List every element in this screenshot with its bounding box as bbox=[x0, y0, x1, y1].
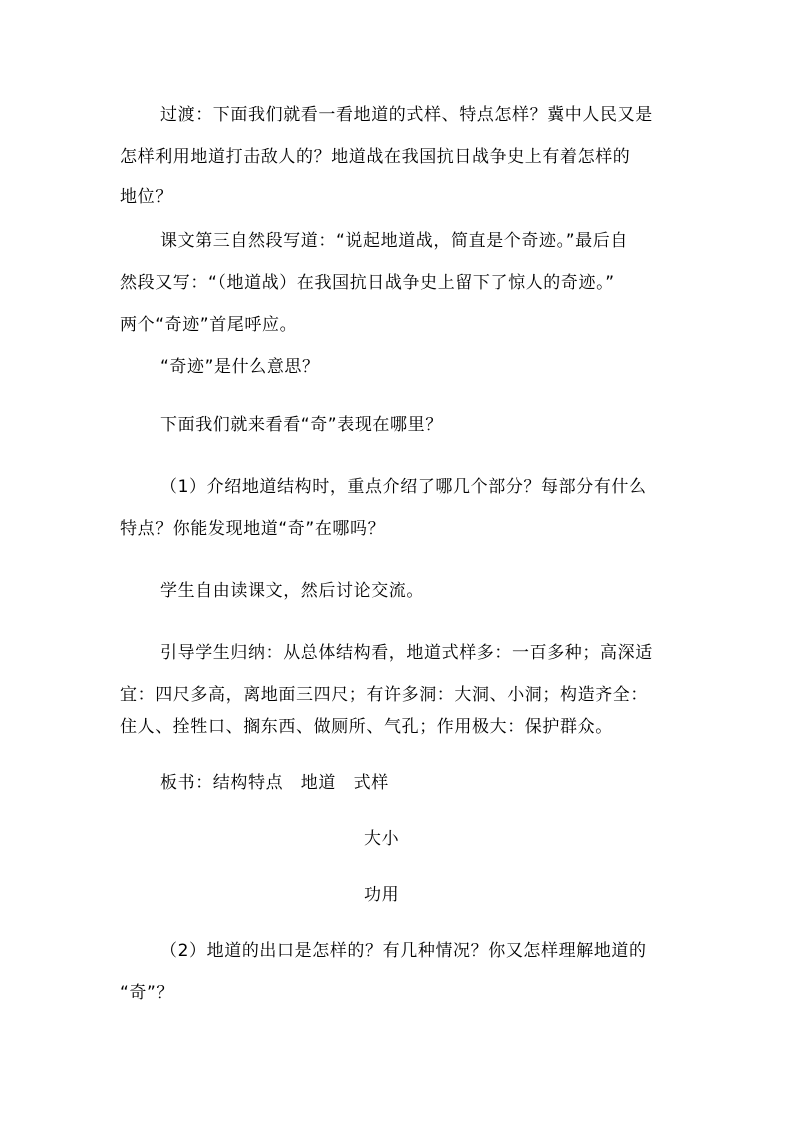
paragraph-line: 特点？你能发现地道“奇”在哪吗？ bbox=[120, 519, 386, 539]
paragraph-line: 两个“奇迹”首尾呼应。 bbox=[120, 315, 298, 335]
paragraph-line: “奇”？ bbox=[120, 983, 175, 1003]
paragraph-line: 引导学生归纳：从总体结构看，地道式样多：一百多种；高深适 bbox=[160, 643, 653, 663]
paragraph-line: 宜：四尺多高，离地面三四尺；有许多洞：大洞、小洞；构造齐全： bbox=[120, 685, 648, 705]
paragraph-line: 过渡：下面我们就看一看地道的式样、特点怎样？冀中人民又是 bbox=[160, 105, 653, 125]
blackboard-line: 功用 bbox=[364, 885, 400, 905]
paragraph-line: 怎样利用地道打击敌人的？地道战在我国抗日战争史上有着怎样的 bbox=[120, 147, 631, 167]
paragraph-line: （2）地道的出口是怎样的？有几种情况？你又怎样理解地道的 bbox=[160, 941, 647, 961]
paragraph-line: 课文第三自然段写道：“说起地道战，简直是个奇迹。”最后自 bbox=[160, 231, 628, 251]
blackboard-line: 大小 bbox=[364, 829, 400, 849]
paragraph-line: 然段又写：“（地道战）在我国抗日战争史上留下了惊人的奇迹。” bbox=[120, 273, 615, 293]
paragraph-line: “奇迹”是什么意思？ bbox=[160, 357, 320, 377]
paragraph-line: 学生自由读课文，然后讨论交流。 bbox=[160, 581, 424, 601]
paragraph-line: 住人、拴牲口、搁东西、做厕所、气孔；作用极大：保护群众。 bbox=[120, 717, 613, 737]
paragraph-line: 下面我们就来看看“奇”表现在哪里？ bbox=[160, 415, 443, 435]
paragraph-line: （1）介绍地道结构时，重点介绍了哪几个部分？每部分有什么 bbox=[160, 477, 647, 497]
paragraph-line: 地位？ bbox=[120, 187, 173, 207]
blackboard-line: 板书：结构特点 地道 式样 bbox=[160, 773, 389, 793]
